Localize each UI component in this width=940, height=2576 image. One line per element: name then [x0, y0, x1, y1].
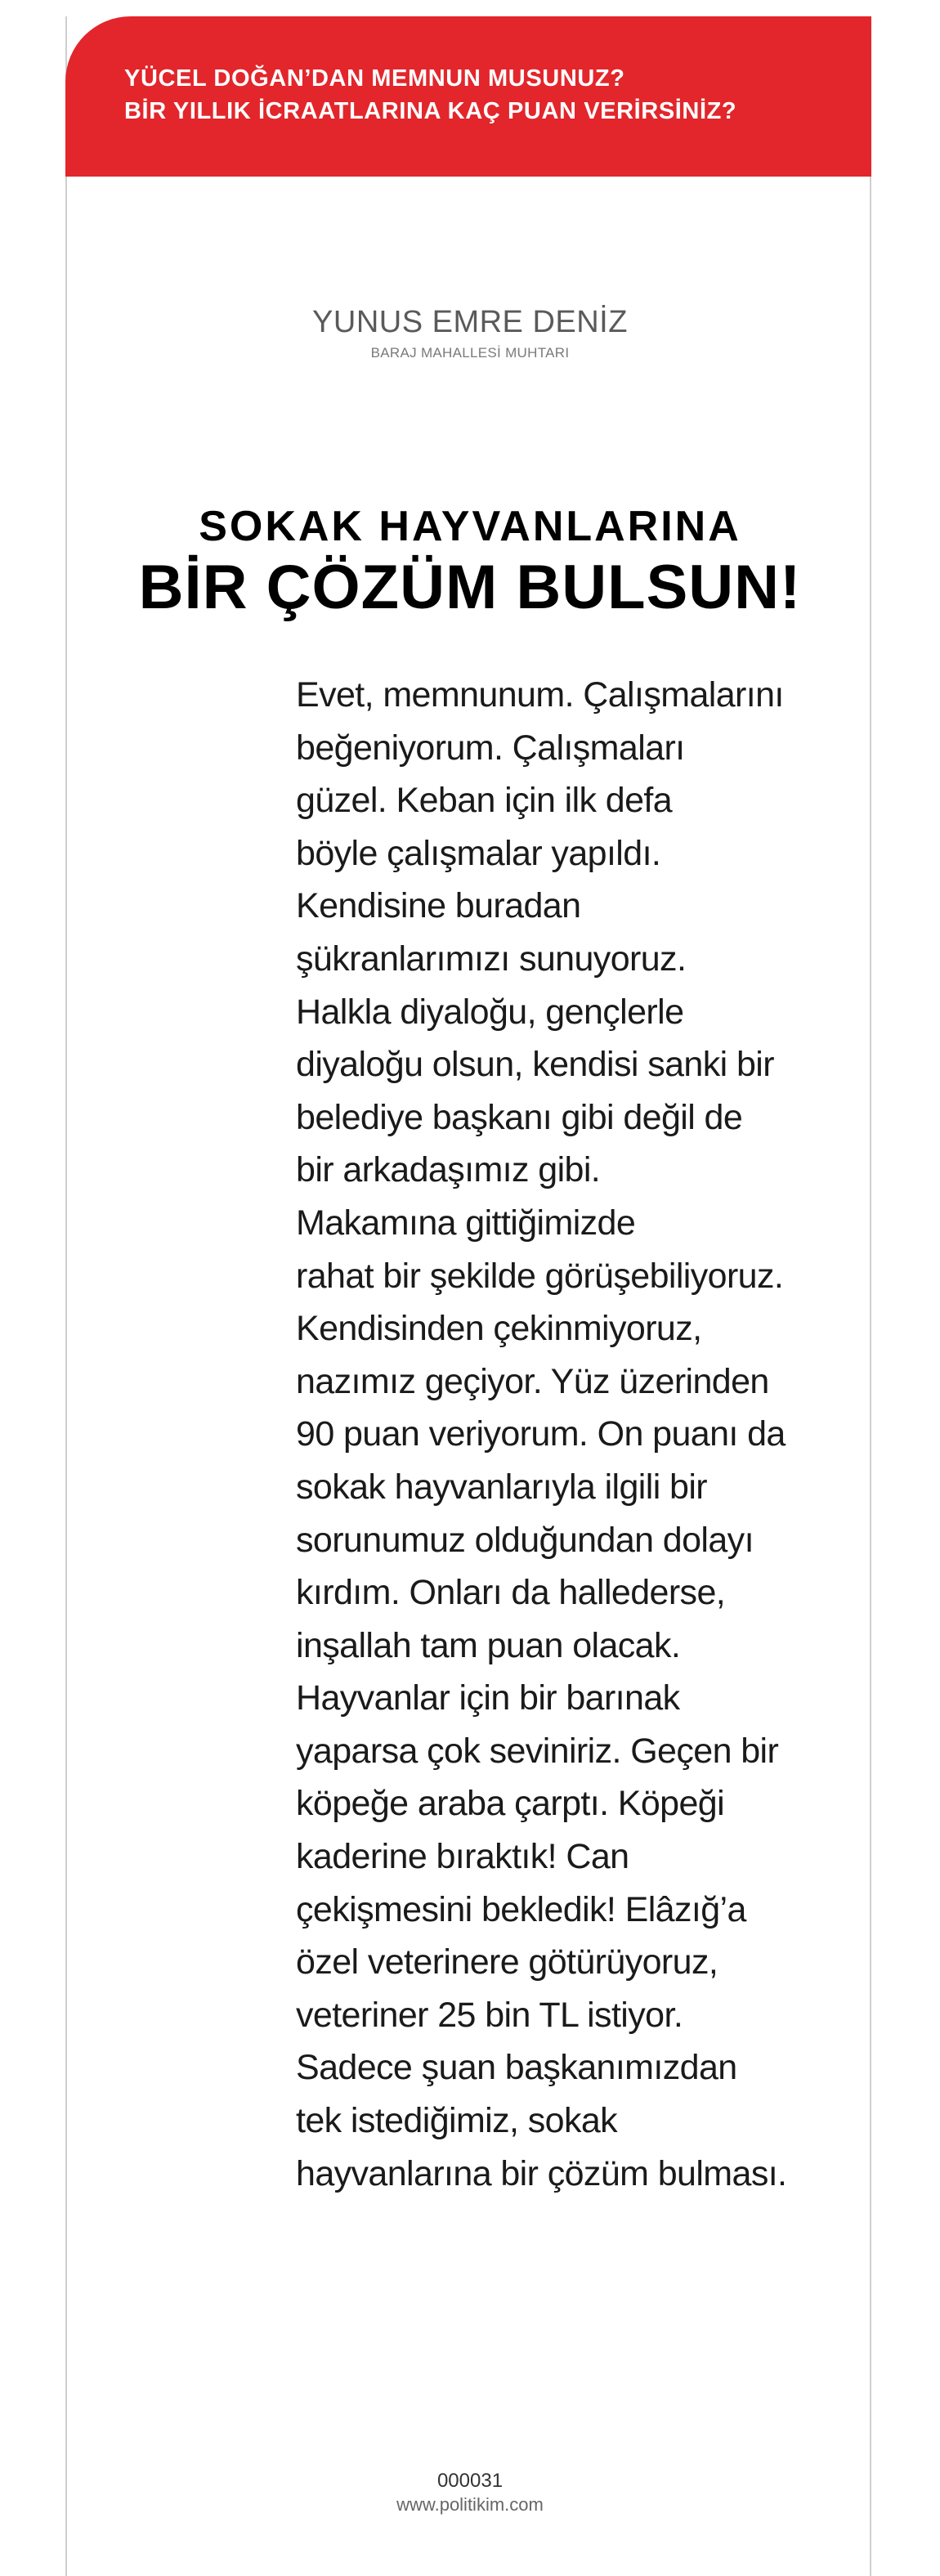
body-line: çekişmesini bekledik! Elâzığ’a — [296, 1889, 746, 1929]
body-line: Hayvanlar için bir barınak — [296, 1678, 680, 1718]
author-block — [0, 304, 940, 363]
article-body — [296, 669, 803, 2200]
body-line: rahat bir şekilde görüşebiliyoruz. — [296, 1256, 784, 1296]
body-line: inşallah tam puan olacak. — [296, 1625, 681, 1665]
body-line: diyaloğu olsun, kendisi sanki bir — [296, 1045, 774, 1085]
headline-line-1: SOKAK HAYVANLARINA — [199, 503, 741, 550]
body-line: sokak hayvanlarıyla ilgili bir — [296, 1467, 707, 1507]
author-role: BARAJ MAHALLESİ MUHTARI — [370, 345, 570, 361]
body-line: kırdım. Onları da hallederse, — [296, 1573, 726, 1613]
author-name: YUNUS EMRE DENİZ — [312, 305, 628, 339]
header-banner — [65, 16, 871, 177]
body-line: beğeniyorum. Çalışmaları — [296, 728, 685, 768]
header-question-line-1: YÜCEL DOĞAN’DAN MEMNUN MUSUNUZ? — [124, 65, 625, 92]
body-line: böyle çalışmalar yapıldı. — [296, 833, 661, 873]
body-line: kaderine bıraktık! Can — [296, 1837, 629, 1877]
page-code: 000031 — [436, 2470, 504, 2492]
body-line: Kendisine buradan — [296, 886, 581, 926]
body-line: Sadece şuan başkanımızdan — [296, 2048, 737, 2088]
body-line: güzel. Keban için ilk defa — [296, 781, 673, 821]
body-line: şükranlarımızı sunuyoruz. — [296, 939, 687, 979]
body-line: 90 puan veriyorum. On puanı da — [296, 1414, 786, 1454]
body-line: hayvanlarına bir çözüm bulması. — [296, 2153, 787, 2193]
body-line: tek istediğimiz, sokak — [296, 2101, 618, 2141]
body-line: bir arkadaşımız gibi. — [296, 1150, 601, 1190]
page-footer — [0, 2469, 940, 2516]
body-line: Makamına gittiğimizde — [296, 1203, 636, 1243]
article-headline — [0, 500, 940, 623]
body-line: Kendisinden çekinmiyoruz, — [296, 1309, 702, 1349]
body-line: sorunumuz olduğundan dolayı — [296, 1520, 754, 1560]
body-line: köpeğe araba çarptı. Köpeği — [296, 1784, 725, 1824]
body-line: Evet, memnunum. Çalışmalarını — [296, 675, 784, 715]
body-line: veteriner 25 bin TL istiyor. — [296, 1995, 683, 2035]
body-line: Halkla diyaloğu, gençlerle — [296, 992, 684, 1032]
body-line: nazımız geçiyor. Yüz üzerinden — [296, 1361, 769, 1401]
website-link[interactable]: www.politikim.com — [396, 2494, 544, 2515]
body-line: özel veterinere götürüyoruz, — [296, 1942, 718, 1982]
body-line: belediye başkanı gibi değil de — [296, 1097, 743, 1137]
body-line: yaparsa çok seviniriz. Geçen bir — [296, 1731, 779, 1771]
header-question-line-2: BİR YILLIK İCRAATLARINA KAÇ PUAN VERİRSİNİZ? — [124, 98, 737, 124]
headline-line-2: BİR ÇÖZÜM BULSUN! — [138, 553, 802, 622]
